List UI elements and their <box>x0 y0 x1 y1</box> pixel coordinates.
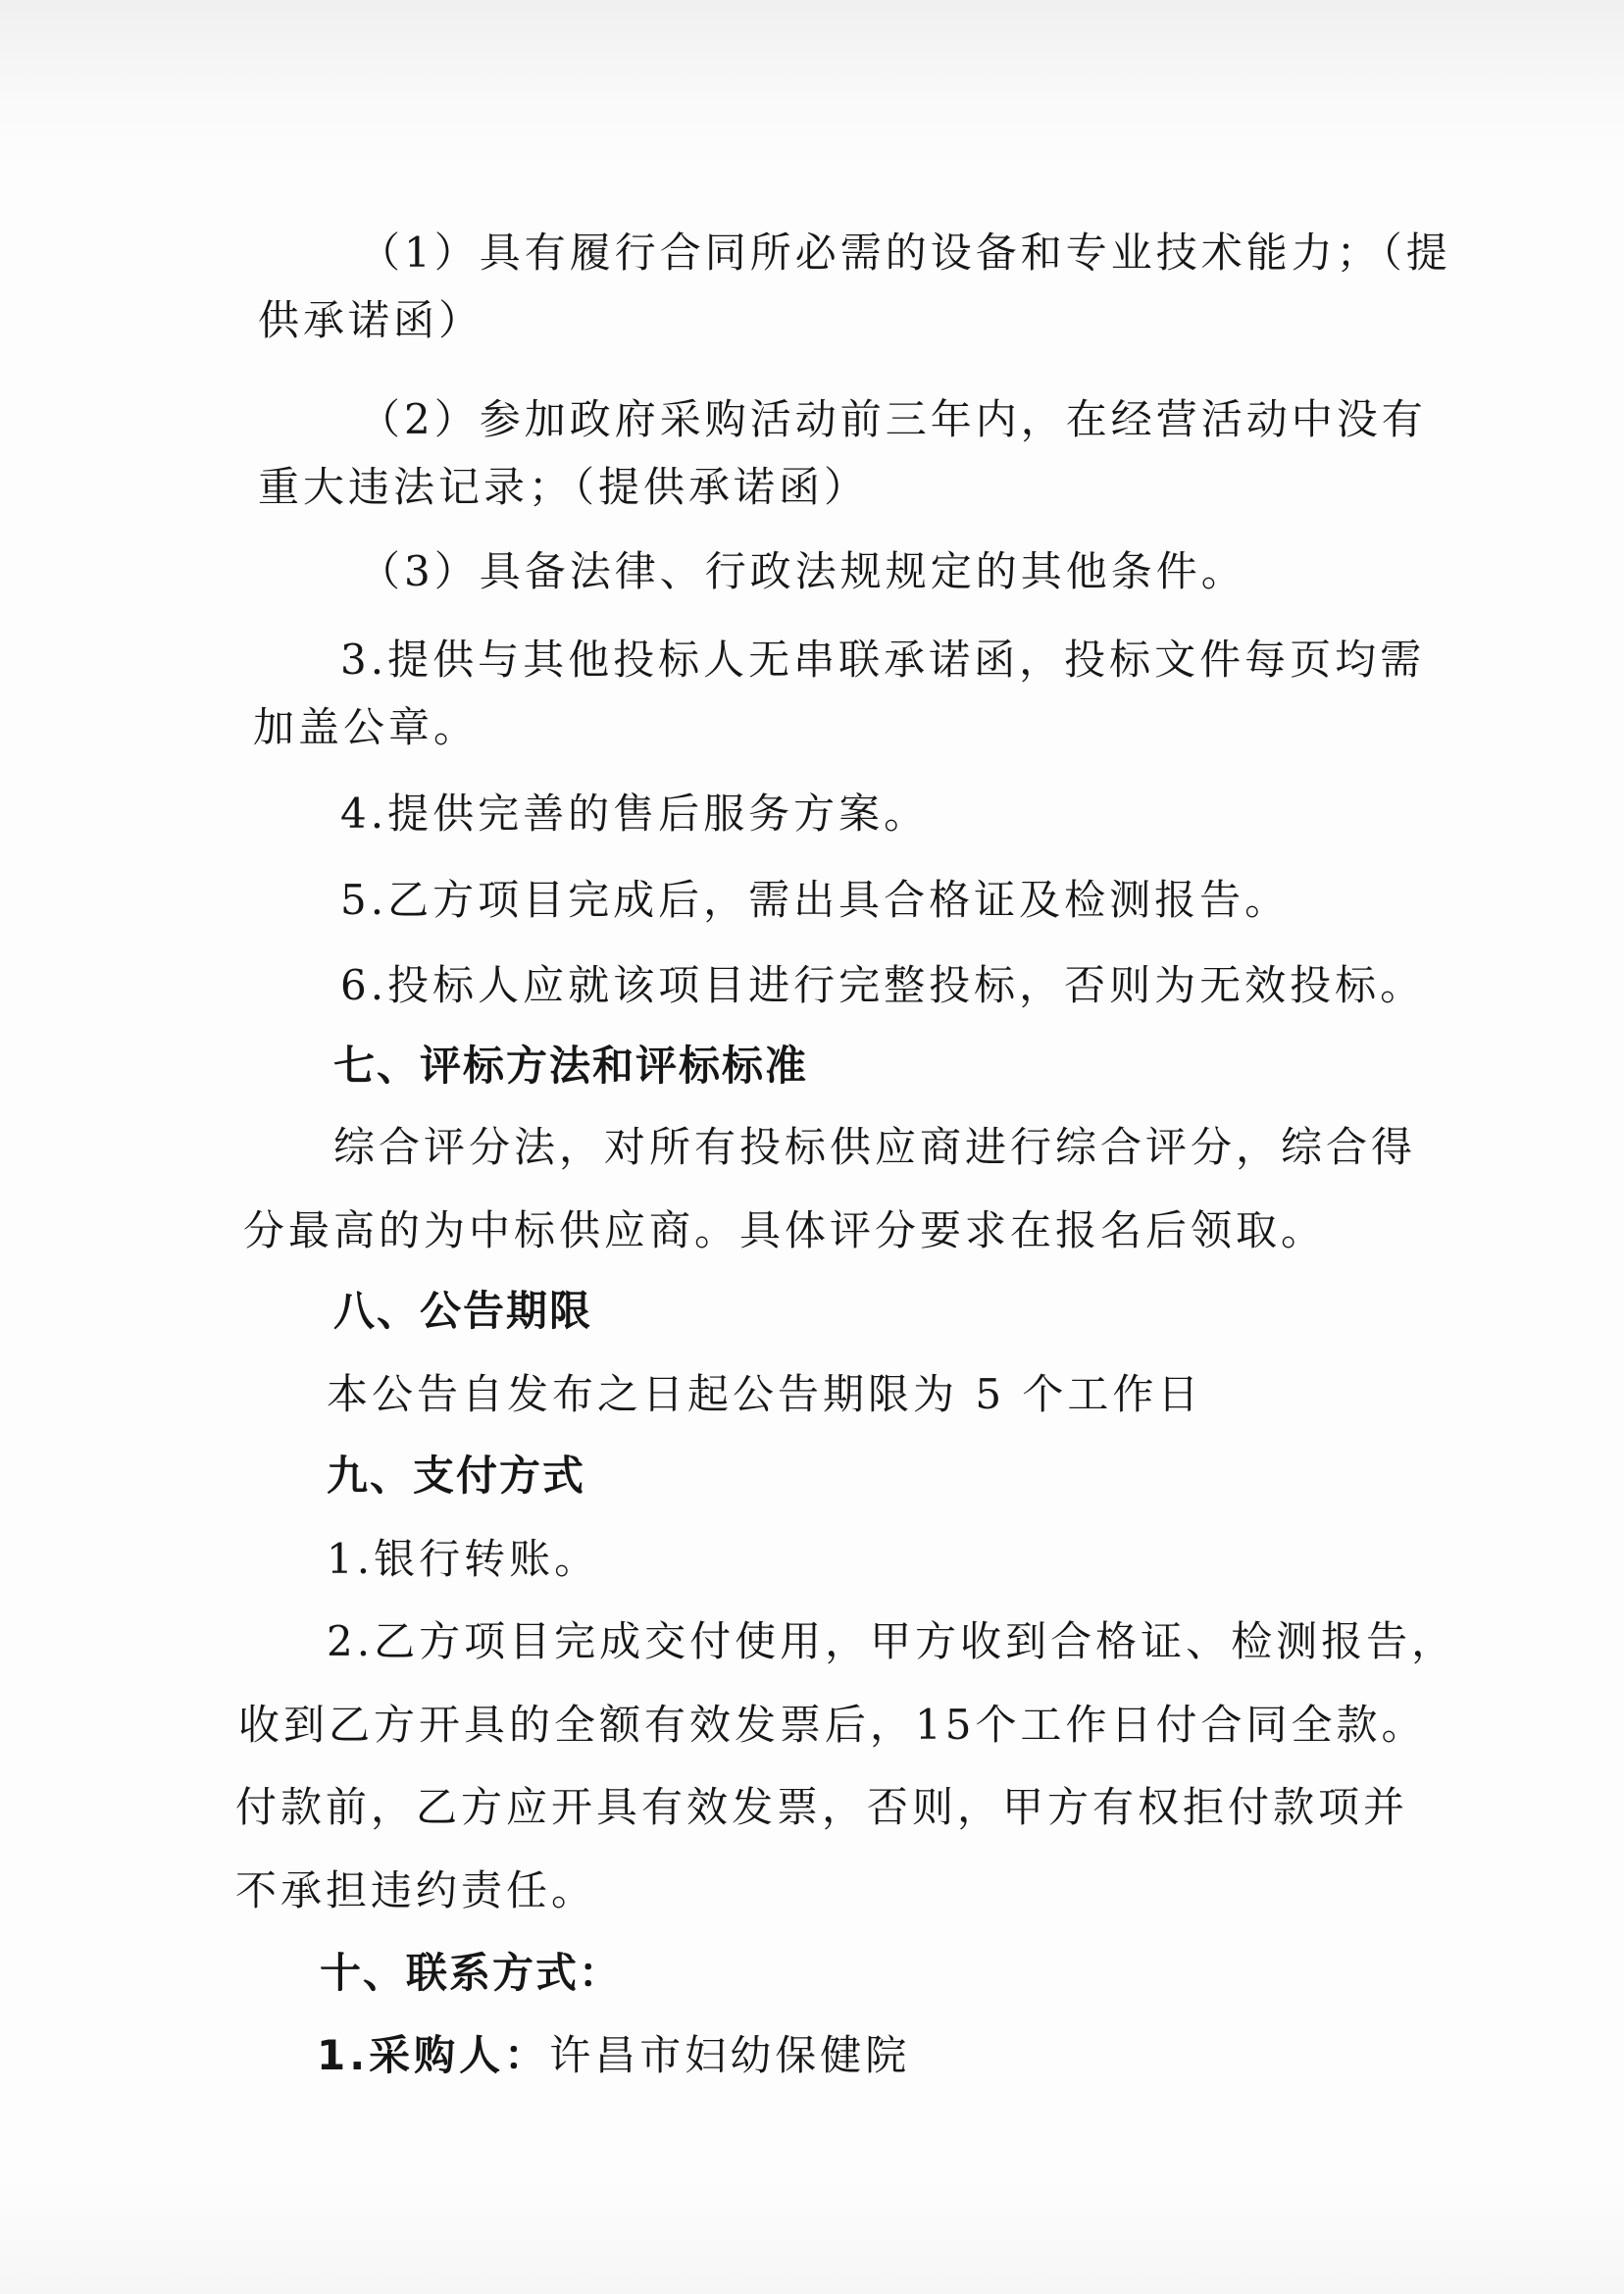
text-line: 加盖公章。 <box>253 703 480 751</box>
text-line: 3.提供与其他投标人无串联承诺函，投标文件每页均需 <box>340 636 1426 684</box>
text-line: （3）具备法律、行政法规规定的其他条件。 <box>359 547 1246 595</box>
text-line: 5.乙方项目完成后，需出具合格证及检测报告。 <box>340 876 1291 924</box>
text-line: 付款前，乙方应开具有效发票，否则，甲方有权拒付款项并 <box>235 1783 1409 1831</box>
text-line: 分最高的为中标供应商。具体评分要求在报名后领取。 <box>243 1206 1327 1254</box>
text-line <box>0 2026 1624 2085</box>
scan-shadow-top <box>0 0 1624 167</box>
purchaser-label: 1.采购人： <box>317 2031 550 2079</box>
text-line: 本公告自发布之日起公告期限为 5 个工作日 <box>327 1370 1203 1418</box>
text-line: 不承担违约责任。 <box>235 1866 597 1914</box>
text-line: 1.银行转账。 <box>327 1535 600 1583</box>
text-line: 6.投标人应就该项目进行完整投标，否则为无效投标。 <box>340 961 1426 1009</box>
text-line: 收到乙方开具的全额有效发票后，15个工作日付合同全款。 <box>238 1701 1427 1749</box>
section-heading: 七、评标方法和评标标准 <box>333 1042 809 1090</box>
text-line: （2）参加政府采购活动前三年内，在经营活动中没有 <box>359 395 1427 443</box>
section-heading: 八、公告期限 <box>333 1287 593 1335</box>
text-line: 综合评分法，对所有投标供应商进行综合评分，综合得 <box>333 1123 1417 1171</box>
text-line: 重大违法记录；（提供承诺函） <box>258 463 870 511</box>
scan-shadow-bottom <box>0 2176 1624 2294</box>
text-line: 4.提供完善的售后服务方案。 <box>340 790 930 838</box>
text-line: 2.乙方项目完成交付使用，甲方收到合格证、检测报告， <box>327 1617 1457 1665</box>
section-heading: 九、支付方式 <box>327 1452 586 1500</box>
text-line: 供承诺函） <box>258 296 484 344</box>
section-heading: 十、联系方式： <box>320 1949 623 1997</box>
text-line: （1）具有履行合同所必需的设备和专业技术能力；（提 <box>359 229 1451 277</box>
purchaser-name: 许昌市妇幼保健院 <box>549 2031 911 2079</box>
